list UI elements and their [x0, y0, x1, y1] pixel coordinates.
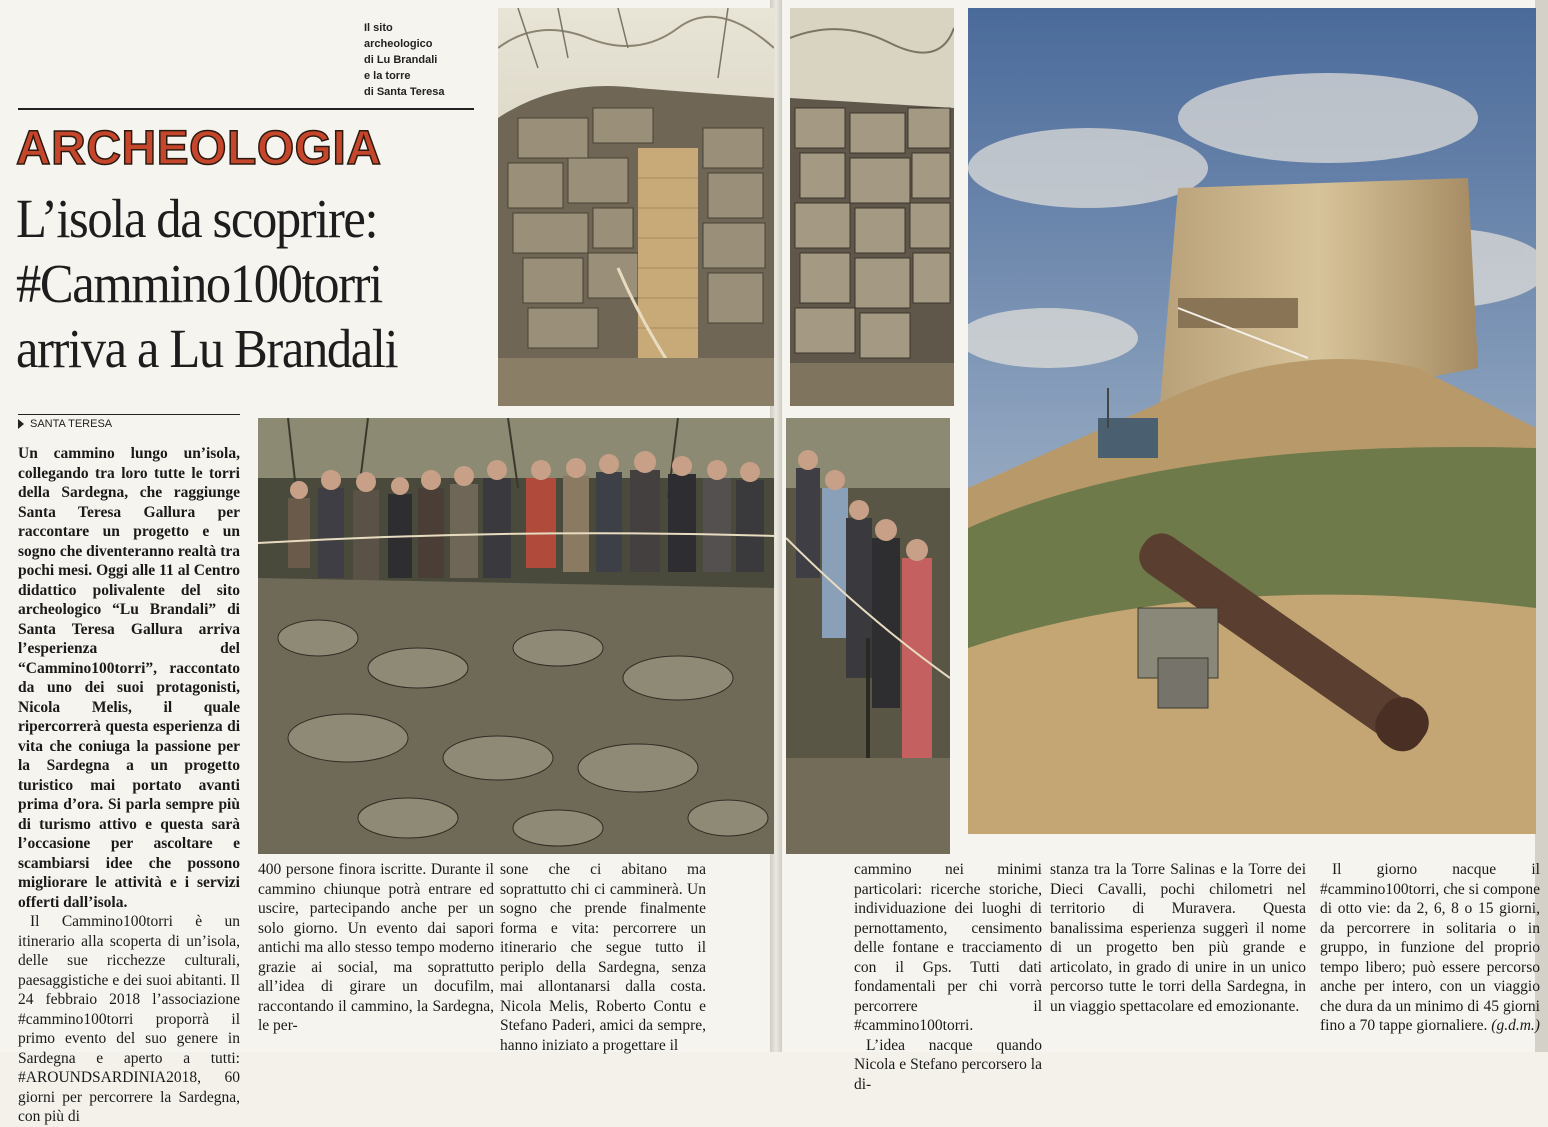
photo-tower-cannon [968, 8, 1536, 834]
article-paragraph: cammino nei minimi particolari: ricerche storiche, individuazione dei luoghi di pernottamento, censimento delle fontane e tracciamento con il Gps. Tutti dati fondamentali per chi vorrà percorrere il #cammino100torri. [854, 861, 1042, 1034]
caption-line: archeologico [364, 38, 433, 50]
dateline-text: SANTA TERESA [30, 418, 113, 430]
article-column-3 [500, 860, 706, 1055]
visitors-group-image [258, 418, 774, 854]
article-paragraph: 400 persone finora iscritte. Durante il cammino chiunque potrà entrare ed uscire, partecipando anche per un solo giorno. Un evento dai sapori antichi ma allo stesso tempo moderno grazie ai social, ma soprattutto all’idea di girare un docufilm, raccontando il cammino, la Sardegna, le per- [258, 861, 494, 1034]
article-lead: Un cammino lungo un’isola, collegando tra loro tutte le torri della Sardegna, che raggiunge Santa Teresa Gallura per raccontare un progetto e un sogno che diventeranno realtà tra pochi mesi. Oggi alle 11 al Centro didattico polivalente del sito archeologico “Lu Brandali” di Santa Teresa Gallura arriva l’esperienza del “Cammino100torri”, raccontato da uno dei suoi protagonisti, Nicola Melis, il quale ripercorrerà questa esperienza di vita che coniuga la passione per la Sardegna a un progetto turistico mai portato avanti prima d’ora. Si parla sempre più di turismo attivo e questa sarà l’occasione per ascoltare e scambiarsi idee che possono migliorare le attività e i servizi offerti dall’isola. [18, 445, 240, 911]
article-paragraph: stanza tra la Torre Salinas e la Torre dei Dieci Cavalli, pochi chilometri nel territorio di Muravera. Questa banalissima esperienza suggerì il nome di un progetto ben più grande e articolato, in grado di unire in un unico percorso tutte le torri della Sardegna, in un viaggio spettacolare ed emozionante. [1050, 861, 1306, 1015]
caption-line: e la torre [364, 70, 411, 82]
article-text: Il giorno nacque il #cammino100torri, che si compone di otto vie: da 2, 6, 8 o 15 giorni, da percorrere in solitaria o in gruppo, in funzione del proprio tempo libero; può essere percorso anche per intero, con un viaggio che dura da un minimo di 45 giorni fino a 70 tappe giornaliere. [1320, 861, 1540, 1034]
photo-caption [364, 20, 484, 100]
photo-visitors-rope [786, 418, 950, 854]
article-column-2 [258, 860, 494, 1036]
tower-cannon-image [968, 8, 1536, 834]
article-column-4 [854, 860, 1042, 1094]
article-column-5 [1050, 860, 1306, 1016]
article-column-1 [18, 444, 240, 1127]
article-paragraph: L’idea nacque quando Nicola e Stefano percorsero la di- [854, 1036, 1042, 1093]
dateline [18, 418, 112, 430]
caption-line: di Lu Brandali [364, 54, 438, 66]
headline [16, 186, 448, 381]
article-paragraph: sone che ci abitano ma soprattutto chi ci camminerà. Un sogno che prende finalmente forma e vita: percorrere un itinerario che segue tutto il periplo della Sardegna, senza mai allontanarsi dalla costa. Nicola Melis, Roberto Contu e Stefano Paderi, amici da sempre, hanno iniziato a progettare il [500, 861, 706, 1054]
photo-visitors-group [258, 418, 774, 854]
kicker-rule [18, 108, 474, 110]
stone-wall-image [790, 8, 954, 406]
headline-line: L’isola da scoprire: [16, 188, 378, 249]
article-column-6 [1320, 860, 1540, 1036]
author-signature: (g.d.m.) [1491, 1017, 1540, 1034]
section-kicker: ARCHEOLOGIA [16, 122, 382, 175]
triangle-bullet-icon [18, 419, 24, 429]
caption-line: di Santa Teresa [364, 86, 445, 98]
article-paragraph [1320, 860, 1540, 1036]
headline-line: #Cammino100torri [16, 253, 382, 314]
location-rule [18, 414, 240, 415]
article-paragraph: Il Cammino100torri è un itinerario alla scoperta di un’isola, delle sue ricchezze culturali, paesaggistiche e dei suoi abitanti. Il 24 febbraio 2018 l’associazione #cammino100torri proporrà il primo evento del suo genere in Sardegna e aperto a tutti: #AROUNDSARDINIA2018, 60 giorni per percorrere la Sardegna, con più di [18, 913, 240, 1125]
photo-archaeological-ruin [498, 8, 774, 406]
photo-stone-wall [790, 8, 954, 406]
headline-line: arriva a Lu Brandali [16, 318, 398, 379]
ruin-photo-image [498, 8, 774, 406]
caption-line: Il sito [364, 22, 393, 34]
visitors-rope-image [786, 418, 950, 854]
